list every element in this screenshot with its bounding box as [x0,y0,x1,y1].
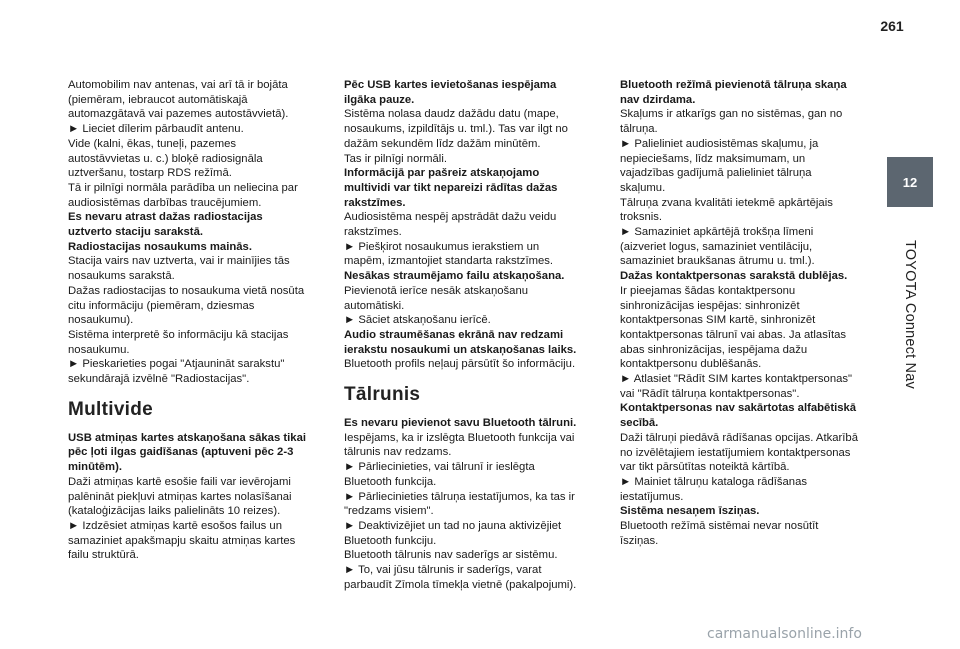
chapter-side-title [887,217,933,412]
paragraph: Sistēma nolasa daudz dažādu datu (mape, nosaukums, izpildītājs u. tml.). Tas var ilgt no dažām sekundēm līdz dažām minūtēm. [344,108,568,150]
paragraph: Tā ir pilnīgi normāla parādība un neliecina par audiosistēmas darbības traucējumiem. [68,181,298,209]
paragraph: ► Deaktivizējiet un tad no jauna aktivizējiet Bluetooth funkciju. [344,519,562,547]
paragraph: Daži tālruņi piedāvā rādīšanas opcijas. Atkarībā no izvēlētajiem iestatījumiem kontaktpersonas var tikt pārsūtītas noteiktā kārtībā. [620,431,858,474]
paragraph: Bluetooth režīmā sistēmai nevar nosūtīt īsziņas. [620,520,819,547]
topic-heading: Nesākas straumējamo failu atskaņošana. [344,270,565,283]
text-column-1 [68,78,306,563]
paragraph: Vide (kalni, ēkas, tuneļi, pazemes autostāvvietas u. c.) bloķē radiosignāla uztveršanu, tostarp RDS režīmā. [68,137,263,180]
paragraph: Bluetooth tālrunis nav saderīgs ar sistēmu. [344,549,558,562]
paragraph: Audiosistēma nespēj apstrādāt dažu veidu rakstzīmes. [344,211,557,239]
topic-heading: USB atmiņas kartes atskaņošana sākas tikai pēc ļoti ilgas gaidīšanas (aptuveni pēc 2-3 minūtēm). [68,431,306,474]
topic-heading: Sistēma nesaņem īsziņas. [620,505,760,518]
topic-heading: Informācijā par pašreiz atskaņojamo multividi var tikt nepareizi rādītas dažas rakstzīmes. [344,167,558,209]
chapter-tab [887,157,933,207]
topic-heading: Pēc USB kartes ievietošanas iespējama ilgāka pauze. [344,79,557,106]
topic-heading: Es nevaru pievienot savu Bluetooth tālruni. [344,417,577,430]
topic-heading: Es nevaru atrast dažas radiostacijas uztverto staciju sarakstā. [68,211,263,239]
watermark-text: carmanualsonline.info [707,626,862,642]
paragraph: Bluetooth profils neļauj pārsūtīt šo informāciju. [344,358,576,371]
paragraph: Tas ir pilnīgi normāli. [344,152,447,165]
topic-heading: Dažas kontaktpersonas sarakstā dublējas. [620,270,848,283]
paragraph: ► Atlasiet "Rādīt SIM kartes kontaktpersonas" vai "Rādīt tālruņa kontaktpersonas". [620,373,853,400]
paragraph: ► Piešķirot nosaukumus ierakstiem un mapēm, izmantojiet standarta rakstzīmes. [344,240,554,268]
paragraph: ► Lieciet dīlerim pārbaudīt antenu. [68,123,244,136]
paragraph: ► Izdzēsiet atmiņas kartē esošos failus un samaziniet apakšmapju skaitu atmiņas kartes failu struktūrā. [68,519,296,562]
paragraph: ► Pārliecinieties tālruņa iestatījumos, ka tas ir "redzams visiem". [344,490,575,518]
paragraph: Iespējams, ka ir izslēgta Bluetooth funkcija vai tālrunis nav redzams. [344,431,575,459]
topic-heading: Bluetooth režīmā pievienotā tālruņa skaņa nav dzirdama. [620,79,847,106]
paragraph: Pievienotā ierīce nesāk atskaņošanu automātiski. [344,284,529,312]
topic-heading: Radiostacijas nosaukums mainās. [68,240,252,253]
paragraph: ► Sāciet atskaņošanu ierīcē. [344,314,491,327]
paragraph: ► Mainiet tālruņu kataloga rādīšanas iestatījumus. [620,475,808,503]
paragraph: Ir pieejamas šādas kontaktpersonu sinhronizācijas iespējas: sinhronizēt kontaktpersonas SIM kartē, sinhronizēt kontaktpersonas tālrunī vai abas. Ja atlasītas abas sinhronizācijas, iespējama dažu kontaktpersonu dublēšanās. [620,284,847,371]
paragraph: Stacija vairs nav uztverta, vai ir mainījies tās nosaukums sarakstā. [68,255,290,283]
paragraph: Dažas radiostacijas to nosaukuma vietā nosūta citu informāciju (piemēram, dziesmas nosaukumu). [68,284,305,327]
paragraph: Skaļums ir atkarīgs gan no sistēmas, gan no tālruņa. [620,108,843,136]
topic-heading: Audio straumēšanas ekrānā nav redzami ierakstu nosaukumi un atskaņošanas laiks. [344,328,577,356]
paragraph: ► Samaziniet apkārtējā trokšņa līmeni (aizveriet logus, samaziniet ventilāciju, samaziniet braukšanas ātrumu u. tml.). [620,226,815,268]
page-number: 261 [880,18,904,34]
paragraph: Tālruņa zvana kvalitāti ietekmē apkārtējais troksnis. [620,196,833,224]
paragraph: ► Palieliniet audiosistēmas skaļumu, ja nepieciešams, līdz maksimumam, un vajadzības gadījumā palieliniet tālruņa skaļumu. [620,137,819,194]
paragraph: ► Pieskarieties pogai "Atjaunināt sarakstu" sekundārajā izvēlnē "Radiostacijas". [68,358,285,386]
paragraph: Daži atmiņas kartē esošie faili var ievērojami palēnināt piekļuvi atmiņas kartes nolasīšanai (kataloģizācijas laiks palielināts 10 reizes). [68,475,292,518]
chapter-number: 12 [902,174,918,190]
topic-heading: Kontaktpersonas nav sakārtotas alfabētiskā secībā. [620,402,857,430]
paragraph: Automobilim nav antenas, vai arī tā ir bojāta (piemēram, iebraucot automātiskajā automazgātavā vai pazemes autostāvvietā). [68,79,289,121]
paragraph: ► Pārliecinieties, vai tālrunī ir ieslēgta Bluetooth funkcija. [344,461,535,488]
paragraph: Sistēma interpretē šo informāciju kā stacijas nosaukumu. [68,328,289,356]
text-column-3 [620,78,858,549]
paragraph: ► To, vai jūsu tālrunis ir saderīgs, varat parbaudīt Zīmola tīmekļa vietnē (pakalpojumi). [344,564,577,591]
section-heading: Multivide [68,398,154,420]
chapter-title: TOYOTA Connect Nav [902,240,918,389]
section-heading: Tālrunis [344,384,421,406]
text-column-2 [344,78,582,593]
